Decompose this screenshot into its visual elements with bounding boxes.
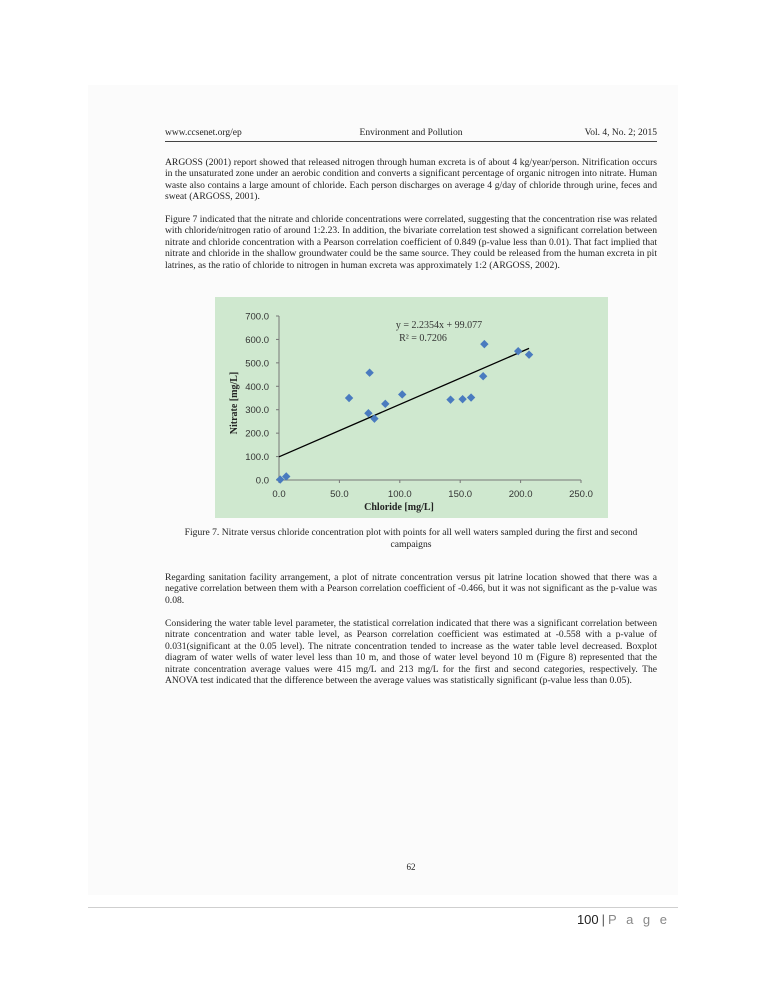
- data-point: [525, 350, 533, 358]
- data-point: [479, 372, 487, 380]
- data-points: [276, 340, 533, 484]
- header-divider: [165, 141, 657, 142]
- paragraph-argoss: ARGOSS (2001) report showed that released nitrogen through human excreta is of about 4 kg/year/person. Nitrification occurs in the unsaturated zone under an aerobic condition and converts a significant percentage of organic nitrogen into nitrate. Human waste also contains a large amount of chloride. Each person discharges on average 4 g/day of chloride through urine, feces and sweat (ARGOSS, 2001).: [165, 157, 657, 203]
- y-tick-label: 400.0: [245, 381, 269, 393]
- data-point: [458, 395, 466, 403]
- x-axis-title: Chloride [mg/L]: [364, 502, 434, 513]
- data-point: [480, 340, 488, 348]
- page-footer: [577, 912, 670, 927]
- x-tick-label: 150.0: [448, 489, 473, 500]
- x-tick-label: 0.0: [272, 489, 286, 500]
- footer-divider: [88, 907, 678, 908]
- paragraph-water-table: Considering the water table level parameter, the statistical correlation indicated that there was a significant correlation between nitrate concentration and water table level, as Pearson correlation coefficient was estimated at -0.558 with a p-value of 0.031(significant at the 0.05 level). The nitrate concentration tended to increase as the water table level decreased. Boxplot diagram of water wells of water level less than 10 m, and those of water level beyond 10 m (Figure 8) represented that the nitrate concentration average values were 415 mg/L and 213 mg/L for the first and second categories, respectively. The ANOVA test indicated that the difference between the average values was statistically significant (p-value less than 0.05).: [165, 618, 657, 687]
- journal-title: Environment and Pollution: [359, 128, 463, 138]
- y-tick-label: 300.0: [245, 405, 269, 417]
- footer-page-number: 100: [576, 912, 599, 927]
- journal-url[interactable]: www.ccsenet.org/ep: [165, 128, 242, 138]
- data-point: [446, 395, 454, 403]
- y-tick-label: 500.0: [245, 358, 269, 370]
- x-axis-ticks: [272, 480, 593, 500]
- figure-7-chart: [215, 297, 608, 518]
- y-axis-ticks: [245, 312, 279, 487]
- scatter-plot: [215, 297, 608, 518]
- data-point: [398, 390, 406, 398]
- x-tick-label: 100.0: [387, 489, 412, 500]
- x-tick-label: 250.0: [569, 489, 593, 500]
- data-point: [365, 368, 373, 376]
- trendline-equation: y = 2.2354x + 99.077: [395, 320, 483, 331]
- paragraph-figure7: Figure 7 indicated that the nitrate and chloride concentrations were correlated, suggesting that the concentration rise was related with chloride/nitrogen ratio of around 1:2.23. In addition, the bivariate correlation test showed a significant correlation between nitrate and chloride concentration with a Pearson correlation coefficient of 0.849 (p-value less than 0.01). That fact implied that nitrate and chloride in the shallow groundwater could be the same source. They could be released from the human excreta in pit latrines, as the ratio of chloride to nitrogen in human excreta was approximately 1:2 (ARGOSS, 2002).: [165, 214, 657, 271]
- volume-info: Vol. 4, No. 2; 2015: [584, 128, 657, 138]
- figure-caption: Figure 7. Nitrate versus chloride concentration plot with points for all well waters sampled during the first and second campaigns: [184, 527, 638, 550]
- x-tick-label: 200.0: [508, 489, 533, 500]
- y-tick-label: 200.0: [245, 428, 269, 440]
- data-point: [467, 393, 475, 401]
- y-tick-label: 100.0: [245, 452, 269, 464]
- data-point: [370, 414, 378, 422]
- data-point: [345, 394, 353, 402]
- running-header: [165, 128, 657, 142]
- data-point: [381, 400, 389, 408]
- journal-page-number: 62: [406, 862, 416, 872]
- footer-page-label: P a g e: [608, 912, 670, 927]
- r-squared-label: R² = 0.7206: [399, 333, 447, 344]
- y-tick-label: 600.0: [245, 334, 269, 346]
- x-tick-label: 50.0: [330, 489, 349, 500]
- footer-separator: |: [601, 912, 606, 927]
- y-tick-label: 700.0: [245, 311, 269, 323]
- y-tick-label: 0.0: [255, 475, 269, 487]
- trendline: [279, 348, 529, 456]
- paragraph-sanitation: Regarding sanitation facility arrangement, a plot of nitrate concentration versus pit latrine location showed that there was a negative correlation between them with a Pearson correlation coefficient of -0.466, but it was not significant as the p-value was 0.08.: [165, 572, 657, 606]
- y-axis-title: Nitrate [mg/L]: [229, 371, 240, 435]
